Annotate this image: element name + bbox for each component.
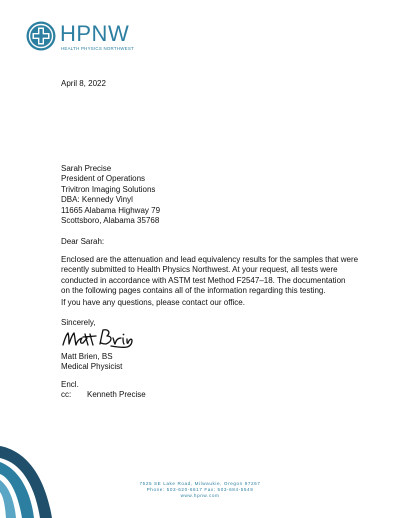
paragraph-line: conducted in accordance with ASTM test Method F2547–18. The documentation [61,275,346,285]
medical-cross-icon [26,21,56,51]
recipient-line: President of Operations [61,174,146,184]
enclosure-note: Encl. [61,380,79,389]
recipient-line: DBA: Kennedy Vinyl [61,195,133,205]
body-paragraph [61,298,245,308]
footer-website: www.hpnw.com [180,493,220,499]
handwritten-signature [61,326,133,350]
signer-name: Matt Brien, BS [61,352,113,361]
letter-date: April 8, 2022 [61,79,106,88]
recipient-line: Trivitron Imaging Solutions [61,184,156,194]
recipient-line: Scottsboro, Alabama 35768 [61,216,160,226]
recipient-line: 11665 Alabama Highway 79 [61,205,161,215]
paragraph-line: on the following pages contains all of the information regarding this testing. [61,286,326,296]
company-logo [26,21,146,57]
cc-name: Kenneth Precise [87,390,146,399]
paragraph-line: recently submitted to Health Physics Northwest. At your request, all tests were [61,265,338,275]
signer-title: Medical Physicist [61,362,123,372]
signer-block [61,352,122,373]
logo-tagline: HEALTH PHYSICS NORTHWEST [61,46,134,51]
recipient-address [61,164,160,226]
footer-phone: Phone: 503-620-6617 Fax: 503-684-5549 [146,487,254,493]
recipient-line: Sarah Precise [61,164,112,173]
letterhead-footer [0,481,400,500]
body-paragraph [61,255,361,297]
closing: Sincerely, [61,318,96,327]
logo-wordmark: HPNW [60,21,130,46]
cc-label: cc: [61,390,72,399]
cc-line [61,390,146,400]
footer-address: 7525 SE Lake Road, Milwaukie, Oregon 97267 [139,481,261,486]
paragraph-line: Enclosed are the attenuation and lead equivalency results for the samples that were [61,255,359,264]
paragraph-line: If you have any questions, please contact our office. [61,298,245,307]
salutation: Dear Sarah: [61,237,105,246]
decorative-swoosh [0,440,120,518]
